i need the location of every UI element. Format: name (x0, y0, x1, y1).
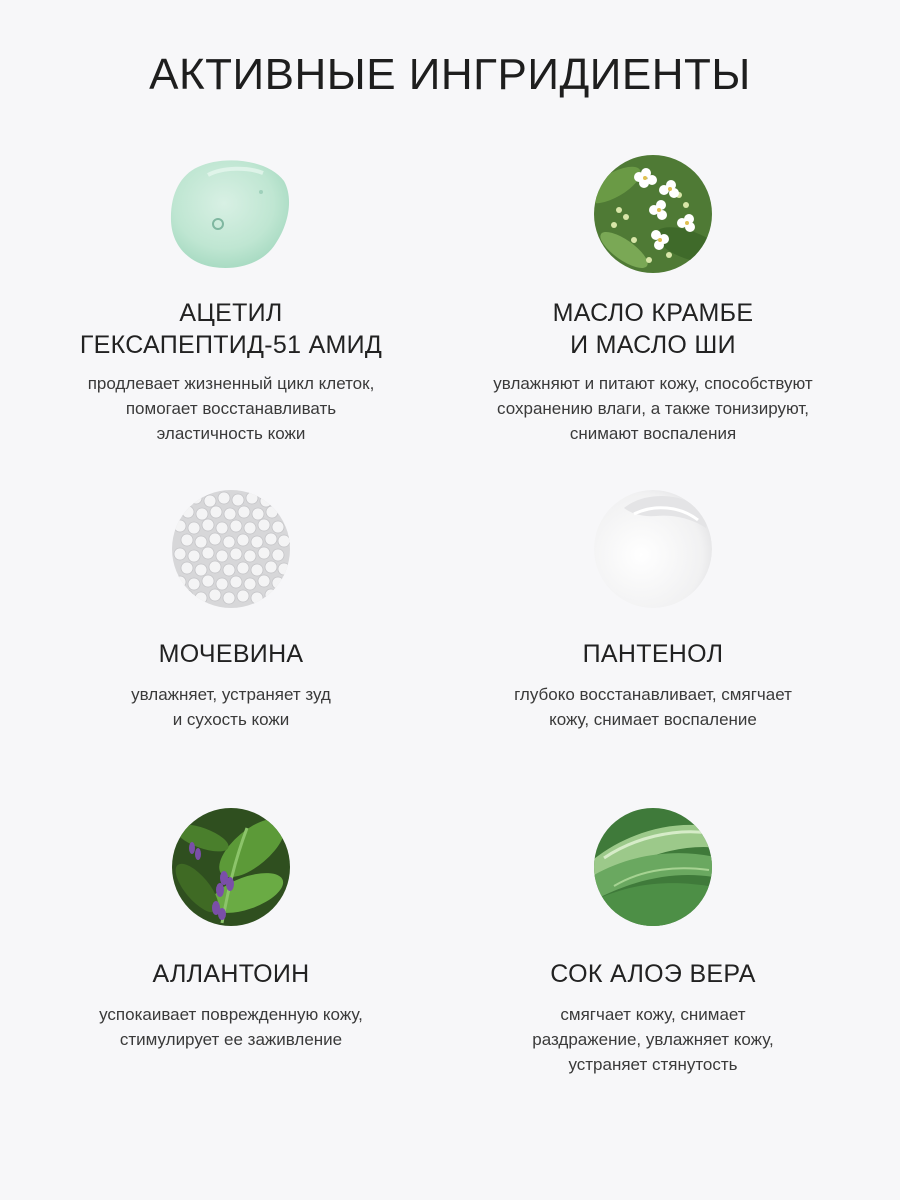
comfrey-plant-image (172, 808, 290, 926)
ingredient-name: МОЧЕВИНА (158, 640, 304, 668)
ingredient-description: смягчает кожу, снимает раздражение, увлажняет кожу, устраняет стянутость (532, 1005, 774, 1074)
ingredient-description: успокаивает поврежденную кожу, стимулирует ее заживление (99, 1005, 363, 1049)
crambe-flowers-image (594, 155, 712, 273)
ingredient-card-panthenol (443, 490, 863, 732)
ingredient-card-urea (21, 490, 441, 732)
page-title: АКТИВНЫЕ ИНГРИДИЕНТЫ (149, 50, 751, 99)
urea-granules-image (172, 490, 290, 608)
ingredient-description: глубоко восстанавливает, смягчает кожу, снимает воспаление (514, 685, 792, 729)
mint-gel-swatch-image (168, 155, 294, 273)
ingredient-description: увлажняют и питают кожу, способствуют сохранению влаги, а также тонизируют, снимают воспаления (493, 374, 813, 443)
ingredient-name: МАСЛО КРАМБЕ И МАСЛО ШИ (552, 299, 754, 359)
ingredient-name: АЦЕТИЛ ГЕКСАПЕПТИД-51 АМИД (79, 299, 383, 359)
ingredient-name: ПАНТЕНОЛ (582, 640, 724, 668)
ingredient-card-aloe-vera (443, 808, 863, 1077)
white-cream-swatch-image (594, 490, 712, 608)
ingredient-description: увлажняет, устраняет зуд и сухость кожи (131, 685, 331, 729)
ingredient-card-acetyl-hexapeptide (21, 155, 441, 446)
ingredient-name: АЛЛАНТОИН (152, 960, 310, 988)
ingredient-description: продлевает жизненный цикл клеток, помогает восстанавливать эластичность кожи (87, 374, 375, 443)
aloe-vera-leaves-image (594, 808, 712, 926)
ingredient-name: СОК АЛОЭ ВЕРА (550, 960, 756, 988)
ingredient-card-crambe-shea (443, 155, 863, 446)
ingredient-card-allantoin (21, 808, 441, 1052)
